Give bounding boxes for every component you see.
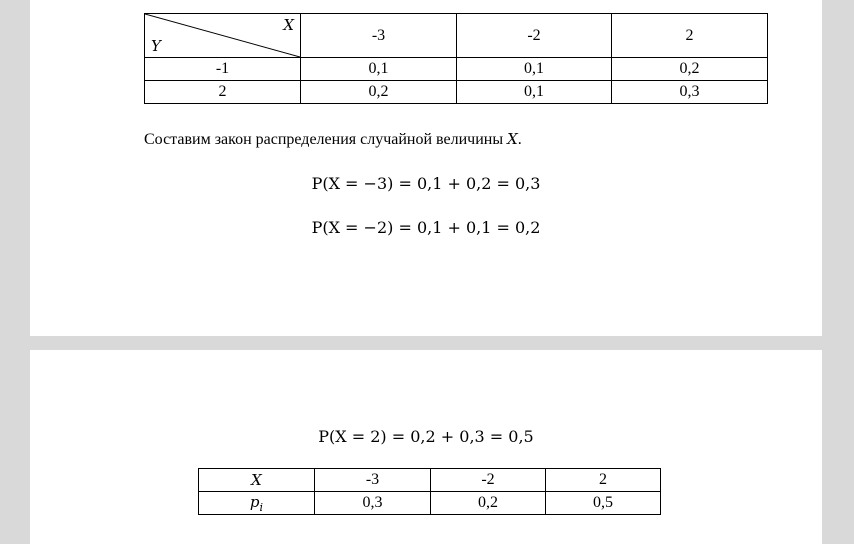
x-value-cell: -3 — [315, 469, 431, 492]
probability-cell: 0,1 — [457, 58, 612, 81]
probability-cell: 0,1 — [301, 58, 457, 81]
paragraph-main: Составим закон распределения случайной величины — [144, 131, 508, 148]
corner-x-label: X — [283, 16, 294, 34]
table-row — [199, 492, 661, 515]
formula-p-x-2: P(X = 2) = 0,2 + 0,3 = 0,5 — [318, 427, 534, 446]
joint-distribution-table — [144, 13, 768, 104]
table-row — [145, 81, 768, 104]
x-header-cell: -3 — [301, 14, 457, 58]
paragraph-variable: X — [507, 130, 518, 148]
probability-cell: 0,3 — [612, 81, 768, 104]
x-value-cell: 2 — [546, 469, 661, 492]
formula-p-x-minus-3: P(X = −3) = 0,1 + 0,2 = 0,3 — [311, 174, 541, 193]
p-value-cell: 0,2 — [431, 492, 546, 515]
x-header-cell: -2 — [457, 14, 612, 58]
p-value-cell: 0,5 — [546, 492, 661, 515]
corner-y-label: Y — [151, 37, 161, 55]
probability-cell: 0,2 — [612, 58, 768, 81]
y-value-cell: 2 — [145, 81, 301, 104]
y-value-cell: -1 — [145, 58, 301, 81]
p-value-cell: 0,3 — [315, 492, 431, 515]
x-row-label: X — [199, 469, 315, 492]
p-label-base: p — [249, 492, 260, 511]
distribution-law-table — [198, 468, 661, 515]
table-row — [199, 469, 661, 492]
document-page-1 — [30, 0, 822, 336]
x-header-cell: 2 — [612, 14, 768, 58]
p-row-label — [199, 492, 315, 515]
paragraph-text — [144, 130, 522, 149]
x-value-cell: -2 — [431, 469, 546, 492]
formula-p-x-minus-2: P(X = −2) = 0,1 + 0,1 = 0,2 — [311, 218, 541, 237]
p-label-subscript: i — [259, 500, 264, 514]
diagonal-divider — [145, 14, 300, 57]
paragraph-end: . — [517, 131, 522, 148]
table-row — [145, 58, 768, 81]
probability-cell: 0,2 — [301, 81, 457, 104]
table-corner-cell — [145, 14, 301, 58]
probability-cell: 0,1 — [457, 81, 612, 104]
table-header-row — [145, 14, 768, 58]
document-page-2 — [30, 350, 822, 544]
